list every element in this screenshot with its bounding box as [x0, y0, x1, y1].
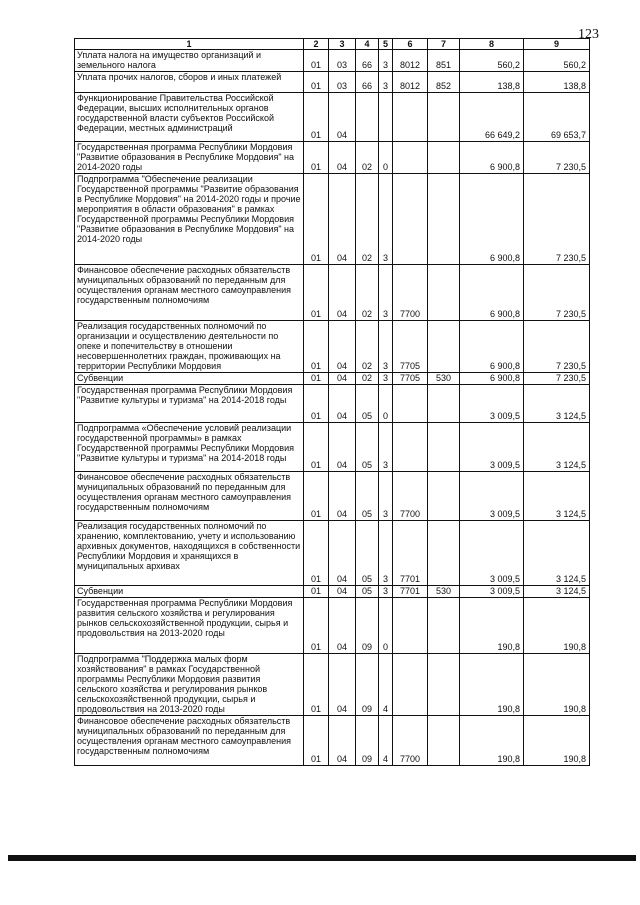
program-code: 05 [356, 586, 379, 598]
section-code: 01 [304, 586, 329, 598]
section-code: 01 [304, 321, 329, 373]
amount-col8: 190,8 [460, 654, 524, 716]
amount-col8: 6 900,8 [460, 265, 524, 321]
direction-code: 8012 [393, 50, 428, 72]
subprogram-code: 3 [379, 423, 393, 472]
program-code: 02 [356, 174, 379, 265]
table-row [75, 93, 590, 142]
table-row [75, 472, 590, 521]
subsection-code: 04 [329, 321, 356, 373]
expense-type-code: 530 [428, 586, 460, 598]
subsection-code: 04 [329, 586, 356, 598]
program-code: 02 [356, 142, 379, 174]
program-code: 09 [356, 598, 379, 654]
header-cell: 4 [356, 39, 379, 50]
direction-code: 7701 [393, 586, 428, 598]
program-code: 02 [356, 265, 379, 321]
subsection-code: 03 [329, 50, 356, 72]
table-row [75, 265, 590, 321]
row-name: Подпрограмма «Обеспечение условий реализации государственной программы» в рамках Государственной программы Республики Мордовия "Развитие культуры и туризма" на 2014-2018 годы [75, 423, 304, 472]
subprogram-code: 3 [379, 472, 393, 521]
table-body [75, 50, 590, 766]
subprogram-code: 3 [379, 50, 393, 72]
budget-table [74, 38, 590, 766]
table-row [75, 373, 590, 385]
section-code: 01 [304, 654, 329, 716]
header-cell: 3 [329, 39, 356, 50]
expense-type-code [428, 472, 460, 521]
program-code: 09 [356, 716, 379, 766]
amount-col9: 7 230,5 [524, 265, 590, 321]
table-row [75, 521, 590, 586]
row-name: Уплата прочих налогов, сборов и иных платежей [75, 72, 304, 93]
section-code: 01 [304, 50, 329, 72]
expense-type-code [428, 265, 460, 321]
section-code: 01 [304, 598, 329, 654]
section-code: 01 [304, 72, 329, 93]
subprogram-code: 3 [379, 373, 393, 385]
subsection-code: 03 [329, 72, 356, 93]
subsection-code: 04 [329, 174, 356, 265]
table-row [75, 586, 590, 598]
section-code: 01 [304, 521, 329, 586]
direction-code [393, 598, 428, 654]
section-code: 01 [304, 385, 329, 423]
direction-code: 7700 [393, 472, 428, 521]
row-name: Государственная программа Республики Мордовия развития сельского хозяйства и регулирования рынков сельскохозяйственной продукции, сырья и продовольствия на 2013-2020 годы [75, 598, 304, 654]
direction-code: 7701 [393, 521, 428, 586]
section-code: 01 [304, 472, 329, 521]
expense-type-code: 530 [428, 373, 460, 385]
amount-col8: 3 009,5 [460, 586, 524, 598]
subsection-code: 04 [329, 521, 356, 586]
amount-col9: 3 124,5 [524, 423, 590, 472]
subsection-code: 04 [329, 598, 356, 654]
amount-col9: 7 230,5 [524, 321, 590, 373]
row-name: Финансовое обеспечение расходных обязательств муниципальных образований по переданным для осуществления органам местного самоуправления государственным полномочиям [75, 472, 304, 521]
expense-type-code [428, 321, 460, 373]
scan-bottom-bar [8, 855, 636, 861]
amount-col8: 560,2 [460, 50, 524, 72]
row-name: Подпрограмма "Поддержка малых форм хозяйствования" в рамках Государственной программы Республики Мордовия развития сельского хозяйства и регулирования рынков сельскохозяйственной продукции, сырья и продовольствия на 2013-2020 годы [75, 654, 304, 716]
subprogram-code: 3 [379, 72, 393, 93]
program-code: 05 [356, 385, 379, 423]
table-row [75, 716, 590, 766]
row-name: Субвенции [75, 586, 304, 598]
amount-col9: 3 124,5 [524, 521, 590, 586]
program-code: 05 [356, 423, 379, 472]
subprogram-code: 3 [379, 321, 393, 373]
subsection-code: 04 [329, 373, 356, 385]
subprogram-code: 4 [379, 716, 393, 766]
amount-col9: 138,8 [524, 72, 590, 93]
expense-type-code [428, 93, 460, 142]
header-cell: 7 [428, 39, 460, 50]
subsection-code: 04 [329, 654, 356, 716]
row-name: Субвенции [75, 373, 304, 385]
subsection-code: 04 [329, 716, 356, 766]
program-code: 02 [356, 373, 379, 385]
section-code: 01 [304, 142, 329, 174]
page-number: 123 [578, 27, 599, 42]
row-name: Реализация государственных полномочий по хранению, комплектованию, учету и использованию архивных документов, находящихся в собственности Республики Мордовия и хранящихся в муниципальных архивах [75, 521, 304, 586]
section-code: 01 [304, 93, 329, 142]
subprogram-code: 0 [379, 385, 393, 423]
expense-type-code [428, 654, 460, 716]
row-name: Функционирование Правительства Российской Федерации, высших исполнительных органов государственной власти субъектов Российской Федерации, местных администраций [75, 93, 304, 142]
table-row [75, 321, 590, 373]
subprogram-code: 4 [379, 654, 393, 716]
section-code: 01 [304, 174, 329, 265]
subsection-code: 04 [329, 265, 356, 321]
direction-code [393, 142, 428, 174]
header-cell: 2 [304, 39, 329, 50]
amount-col9: 7 230,5 [524, 373, 590, 385]
header-cell: 6 [393, 39, 428, 50]
expense-type-code [428, 385, 460, 423]
direction-code [393, 385, 428, 423]
expense-type-code [428, 423, 460, 472]
direction-code [393, 174, 428, 265]
amount-col8: 3 009,5 [460, 521, 524, 586]
table-row [75, 423, 590, 472]
table-row [75, 598, 590, 654]
amount-col8: 66 649,2 [460, 93, 524, 142]
row-name: Финансовое обеспечение расходных обязательств муниципальных образований по переданным для осуществления органам местного самоуправления государственным полномочиям [75, 265, 304, 321]
section-code: 01 [304, 423, 329, 472]
header-cell: 1 [75, 39, 304, 50]
subprogram-code: 3 [379, 174, 393, 265]
direction-code [393, 93, 428, 142]
amount-col8: 6 900,8 [460, 142, 524, 174]
program-code: 05 [356, 472, 379, 521]
direction-code: 7700 [393, 265, 428, 321]
subsection-code: 04 [329, 385, 356, 423]
subsection-code: 04 [329, 142, 356, 174]
expense-type-code [428, 716, 460, 766]
section-code: 01 [304, 373, 329, 385]
table-row [75, 654, 590, 716]
table-row [75, 385, 590, 423]
amount-col9: 69 653,7 [524, 93, 590, 142]
header-cell: 5 [379, 39, 393, 50]
program-code: 05 [356, 521, 379, 586]
row-name: Финансовое обеспечение расходных обязательств муниципальных образований по переданным для осуществления органам местного самоуправления государственным полномочиям [75, 716, 304, 766]
direction-code: 7705 [393, 321, 428, 373]
table-row [75, 174, 590, 265]
amount-col8: 190,8 [460, 716, 524, 766]
table-row [75, 72, 590, 93]
expense-type-code [428, 142, 460, 174]
expense-type-code: 852 [428, 72, 460, 93]
subprogram-code: 0 [379, 142, 393, 174]
amount-col9: 190,8 [524, 716, 590, 766]
row-name: Уплата налога на имущество организаций и земельного налога [75, 50, 304, 72]
subprogram-code: 3 [379, 521, 393, 586]
expense-type-code [428, 174, 460, 265]
amount-col9: 3 124,5 [524, 472, 590, 521]
subsection-code: 04 [329, 472, 356, 521]
amount-col8: 138,8 [460, 72, 524, 93]
amount-col9: 7 230,5 [524, 142, 590, 174]
amount-col9: 190,8 [524, 654, 590, 716]
direction-code: 8012 [393, 72, 428, 93]
header-cell: 8 [460, 39, 524, 50]
row-name: Реализация государственных полномочий по организации и осуществлению деятельности по опеке и попечительству в отношении несовершеннолетних граждан, проживающих на территории Республики Мордовия [75, 321, 304, 373]
amount-col8: 3 009,5 [460, 423, 524, 472]
direction-code: 7700 [393, 716, 428, 766]
subprogram-code [379, 93, 393, 142]
row-name: Государственная программа Республики Мордовия "Развитие культуры и туризма" на 2014-2018 годы [75, 385, 304, 423]
amount-col8: 6 900,8 [460, 174, 524, 265]
expense-type-code [428, 521, 460, 586]
header-cell: 9 [524, 39, 590, 50]
amount-col9: 560,2 [524, 50, 590, 72]
header-row [75, 39, 590, 50]
subsection-code: 04 [329, 93, 356, 142]
amount-col8: 190,8 [460, 598, 524, 654]
amount-col9: 7 230,5 [524, 174, 590, 265]
amount-col9: 190,8 [524, 598, 590, 654]
program-code [356, 93, 379, 142]
amount-col8: 3 009,5 [460, 472, 524, 521]
direction-code [393, 423, 428, 472]
amount-col8: 6 900,8 [460, 321, 524, 373]
program-code: 66 [356, 72, 379, 93]
amount-col8: 6 900,8 [460, 373, 524, 385]
subprogram-code: 0 [379, 598, 393, 654]
expense-type-code [428, 598, 460, 654]
program-code: 02 [356, 321, 379, 373]
direction-code: 7705 [393, 373, 428, 385]
table-row [75, 50, 590, 72]
program-code: 09 [356, 654, 379, 716]
subprogram-code: 3 [379, 265, 393, 321]
row-name: Подпрограмма "Обеспечение реализации Государственной программы "Развитие образования в Республике Мордовия" на 2014-2020 годы и прочие мероприятия в области образования" в рамках Государственной программы Республики Мордовия "Развитие образования в Республике Мордовия" на 2014-2020 годы [75, 174, 304, 265]
amount-col8: 3 009,5 [460, 385, 524, 423]
row-name: Государственная программа Республики Мордовия "Развитие образования в Республике Мордовия" на 2014-2020 годы [75, 142, 304, 174]
amount-col9: 3 124,5 [524, 586, 590, 598]
section-code: 01 [304, 716, 329, 766]
subprogram-code: 3 [379, 586, 393, 598]
table-row [75, 142, 590, 174]
amount-col9: 3 124,5 [524, 385, 590, 423]
direction-code [393, 654, 428, 716]
section-code: 01 [304, 265, 329, 321]
expense-type-code: 851 [428, 50, 460, 72]
program-code: 66 [356, 50, 379, 72]
subsection-code: 04 [329, 423, 356, 472]
